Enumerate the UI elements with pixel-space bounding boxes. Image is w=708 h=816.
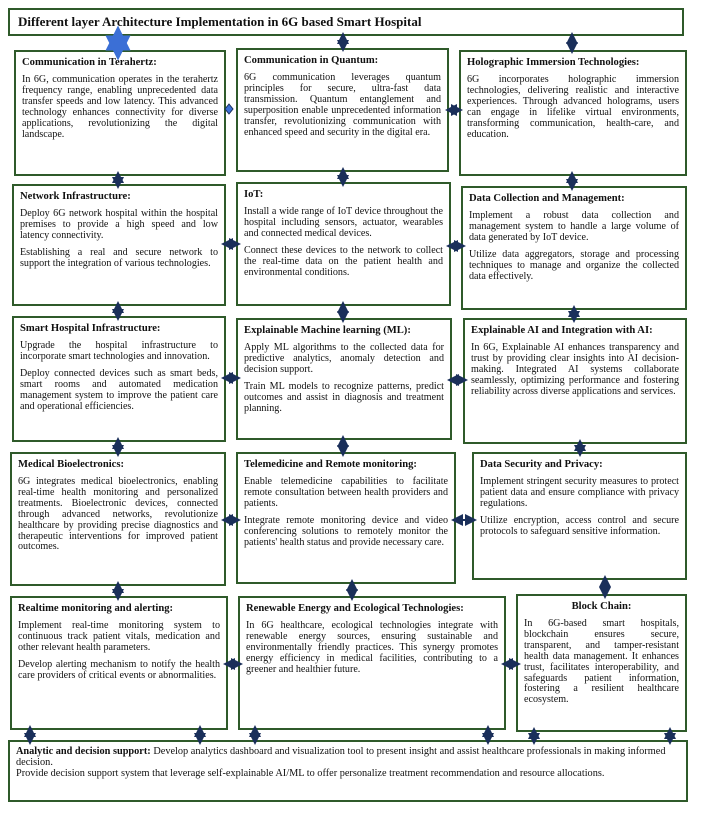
bioelectronics-box [10, 452, 226, 586]
analytic-line-1 [16, 746, 680, 768]
renewable-energy-box [238, 596, 506, 730]
box-title: Block Chain: [571, 601, 632, 612]
box-paragraph: Upgrade the hospital infrastructure to incorporate smart technologies and innovation. [20, 340, 218, 362]
diagram-title-box [8, 8, 684, 36]
box-paragraph: Develop alerting mechanism to notify the health care providers of critical events or abnormalities. [18, 658, 220, 681]
box-paragraph: 6G incorporates holographic immersion technologies, delivering realistic and interactive experiences. Through advanced holograms, users can engage in lifelike virtual environments, transforming communication, health-care, and education. [467, 74, 679, 140]
box-paragraph: Connect these devices to the network to collect the real-time data on the patient health and environmental conditions. [244, 244, 443, 278]
box-paragraph: Deploy connected devices such as smart beds, smart rooms and automated medication management system to improve the patient care and operational efficiencies. [20, 367, 218, 412]
explainable-ai-box [463, 318, 687, 444]
box-paragraph: Implement real-time monitoring system to continuous track patient vitals, medication and other relevant health parameters. [18, 620, 220, 653]
diagram-title: Different layer Architecture Implementation in 6G based Smart Hospital [18, 14, 422, 29]
data-security-box [472, 452, 687, 580]
box-paragraph: Utilize data aggregators, storage and processing techniques to manage and organize the collected data effectively. [469, 248, 679, 282]
terahertz-quantum-diamond [225, 104, 233, 114]
box-title: Explainable Machine learning (ML): [244, 325, 411, 336]
box-paragraph: In 6G, communication operates in the terahertz frequency range, enabling unprecedented data transfer speeds and low latency. This advanced technology enhances connectivity for diverse applications, revolutionizing the digital landscape. [22, 74, 218, 140]
box-paragraph: Install a wide range of IoT device throughout the hospital including sensors, actuator, wearables and connected medical devices. [244, 206, 443, 239]
box-title: Data Collection and Management: [469, 193, 625, 204]
box-paragraph: Enable telemedicine capabilities to facilitate remote consultation between health providers and patients. [244, 476, 448, 509]
box-paragraph: In 6G-based smart hospitals, blockchain ensures secure, transparent, and tamper-resistant health data management. It enhances trust, facilitates interoperability, and safeguards patient information, fostering a resilient healthcare ecosystem. [524, 618, 679, 706]
box-paragraph: 6G integrates medical bioelectronics, enabling real-time health monitoring and personalized treatments. Bioelectronic devices, connected through advanced networks, revolutionize healthcare by providing precise diagnostics and therapeutic interventions for improved patient outcomes. [18, 476, 218, 553]
terahertz-box [14, 50, 226, 176]
box-paragraph: Apply ML algorithms to the collected data for predictive analytics, anomaly detection and decision support. [244, 342, 444, 375]
box-title: Holographic Immersion Technologies: [467, 57, 640, 68]
box-paragraph: In 6G healthcare, ecological technologies integrate with renewable energy sources, ensuring sustainable and environmentally friendly practices. This synergy promotes energy efficiency in medical facilities, contributing to a greener and healthier future. [246, 620, 498, 675]
box-title: Data Security and Privacy: [480, 459, 603, 470]
box-title: Smart Hospital Infrastructure: [20, 323, 161, 334]
network-infrastructure-box [12, 184, 226, 306]
box-title: Network Infrastructure: [20, 191, 131, 202]
iot-box [236, 182, 451, 306]
quantum-box [236, 48, 449, 172]
box-title: Explainable AI and Integration with AI: [471, 325, 653, 336]
box-title: Realtime monitoring and alerting: [18, 603, 174, 614]
telemedicine-box [236, 452, 456, 584]
blockchain-box [516, 594, 687, 732]
box-paragraph: Implement a robust data collection and management system to handle a large volume of data generated by IoT device. [469, 210, 679, 243]
analytic-label: Analytic and decision support: [16, 746, 151, 757]
box-paragraph: Train ML models to recognize patterns, predict outcomes and assist in diagnosis and treatment planning. [244, 380, 444, 414]
box-paragraph: Establishing a real and secure network to support the integration of various technologies. [20, 246, 218, 269]
realtime-monitoring-box [10, 596, 228, 730]
analytic-line-2: Provide decision support system that leverage self-explainable AI/ML to offer personalize treatment recommendation and resource allocations. [16, 768, 605, 779]
explainable-ml-box [236, 318, 452, 440]
smart-hospital-box [12, 316, 226, 442]
box-title: Telemedicine and Remote monitoring: [244, 459, 417, 470]
box-title: Communication in Quantum: [244, 55, 379, 66]
data-collection-box [461, 186, 687, 310]
box-paragraph: 6G communication leverages quantum principles for secure, ultra-fast data transmission. Quantum entanglement and superposition enable unprecedented information transfer, revolutionizing communication with enhanced speed and security in the digital era. [244, 72, 441, 138]
box-paragraph: Deploy 6G network hospital within the hospital premises to provide a high speed and low latency connectivity. [20, 208, 218, 241]
box-paragraph: Utilize encryption, access control and secure protocols to safeguard sensitive information. [480, 514, 679, 537]
box-title: Communication in Terahertz: [22, 57, 157, 68]
analytic-decision-box [8, 740, 688, 802]
box-paragraph: Implement stringent security measures to protect patient data and ensure compliance with privacy regulations. [480, 476, 679, 509]
box-paragraph: Integrate remote monitoring device and video conferencing solutions to remotely monitor the patients' health status and provide necessary care. [244, 514, 448, 548]
analytic-text-1: Develop analytics dashboard and visualization tool to present insight and assist healthcare professionals in making informed decision. [16, 746, 666, 768]
box-title: Medical Bioelectronics: [18, 459, 125, 470]
box-title: Renewable Energy and Ecological Technologies: [246, 603, 464, 614]
box-paragraph: In 6G, Explainable AI enhances transparency and trust by providing clear insights into AI decision-making. Integrated AI systems collaborate seamlessly, optimizing performance and fostering reliability across diverse applications and services. [471, 342, 679, 397]
box-title: IoT: [244, 189, 264, 200]
holographic-box [459, 50, 687, 176]
